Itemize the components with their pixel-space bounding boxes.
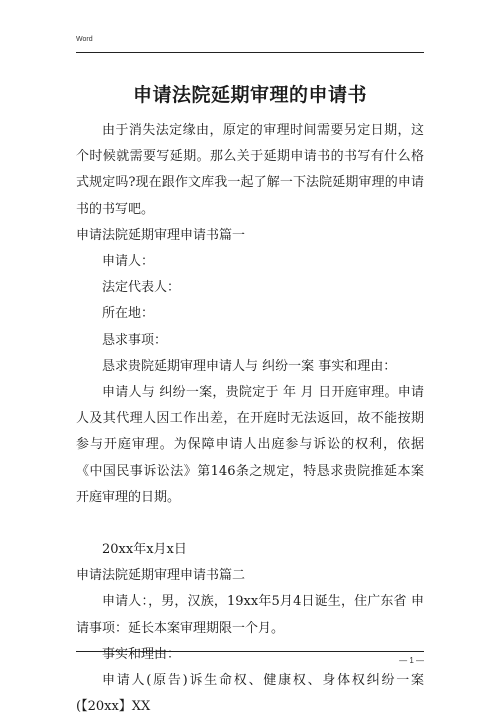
- intro-paragraph: 由于消失法定缘由，原定的审理时间需要另定日期，这个时候就需要写延期。那么关于延期申请书的书写有什么格式规定吗?现在跟作文库我一起了解一下法院延期审理的申请书的书写吧。: [76, 123, 424, 217]
- document-title: 申请法院延期审理的申请书: [132, 84, 367, 106]
- case-paragraph: 申请人(原告)诉生命权、健康权、身体权纠纷一案(【20xx】XX: [76, 673, 424, 715]
- section-heading-one: 申请法院延期审理申请书篇一: [76, 227, 246, 243]
- header-app-label: Word: [76, 36, 93, 43]
- request-statement: 恳求贵院延期审理申请人与 纠纷一案 事实和理由：: [102, 358, 397, 374]
- section-heading-two: 申请法院延期审理申请书篇二: [76, 568, 246, 584]
- applicant-line: 申请人：: [102, 254, 155, 270]
- blank-line: [76, 511, 424, 537]
- facts-reasons-heading: 事实和理由：: [102, 646, 181, 662]
- legal-representative-line: 法定代表人：: [102, 280, 181, 296]
- facts-paragraph: 申请人与 纠纷一案，贵院定于 年 月 日开庭审理。申请人及其代理人因工作出差，在开庭时无法返回，故不能按期参与开庭审理。为保障申请人出庭参与诉讼的权利，依据《中国民事诉讼法》第146条之规定，特恳求贵院推延本案开庭审理的日期。: [76, 385, 424, 505]
- address-line: 所在地：: [102, 306, 155, 322]
- document-body: [76, 118, 424, 720]
- date-line: 20xx年x月x日: [102, 542, 187, 558]
- page-number: — 1 —: [399, 656, 424, 665]
- header-divider: [76, 52, 424, 53]
- applicant-info-paragraph: 申请人：，男，汉族，19xx年5月4日诞生，住广东省 申请事项：延长本案审理期限一个月。: [76, 594, 424, 636]
- footer-divider: [76, 651, 424, 652]
- request-items-line: 恳求事项：: [102, 332, 168, 348]
